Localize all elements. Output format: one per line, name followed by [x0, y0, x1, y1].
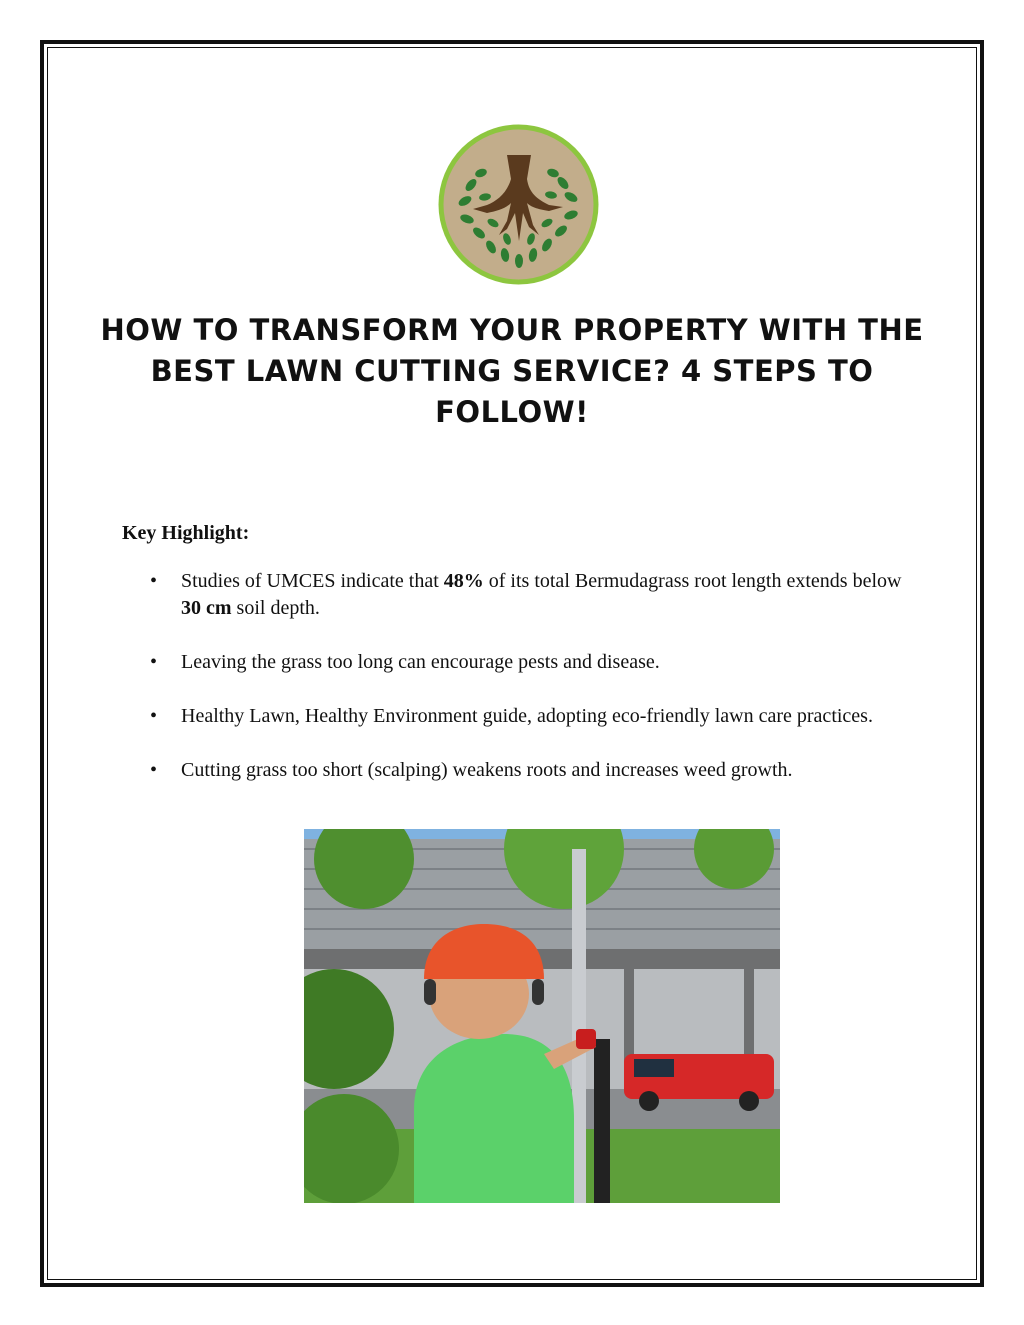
- bullet-icon: •: [150, 759, 158, 781]
- highlight-text: of its total Bermudagrass root length extends below: [483, 570, 902, 592]
- highlight-text: Leaving the grass too long can encourage pests and disease.: [181, 651, 660, 673]
- bullet-icon: •: [150, 705, 158, 727]
- highlight-stat: 30 cm: [181, 597, 232, 619]
- list-item: [150, 649, 920, 676]
- document-title: HOW TO TRANSFORM YOUR PROPERTY WITH THE BEST LAWN CUTTING SERVICE? 4 STEPS TO FOLLOW!: [100, 313, 924, 429]
- list-item: [150, 703, 920, 730]
- highlight-text: soil depth.: [231, 597, 320, 619]
- highlight-text: Healthy Lawn, Healthy Environment guide, adopting eco-friendly lawn care practices.: [181, 705, 873, 727]
- key-highlight-heading: Key Highlight:: [122, 522, 250, 544]
- list-item: [150, 757, 920, 784]
- highlight-text: Studies of UMCES indicate that: [181, 570, 444, 592]
- arborist-photo: [304, 829, 780, 1203]
- list-item: [150, 568, 920, 622]
- bullet-icon: •: [150, 651, 158, 673]
- tree-roots-logo-icon: [437, 123, 600, 286]
- highlight-text: Cutting grass too short (scalping) weakens roots and increases weed growth.: [181, 759, 793, 781]
- highlights-list: [150, 568, 920, 811]
- highlight-stat: 48%: [443, 570, 484, 592]
- bullet-icon: •: [150, 570, 158, 592]
